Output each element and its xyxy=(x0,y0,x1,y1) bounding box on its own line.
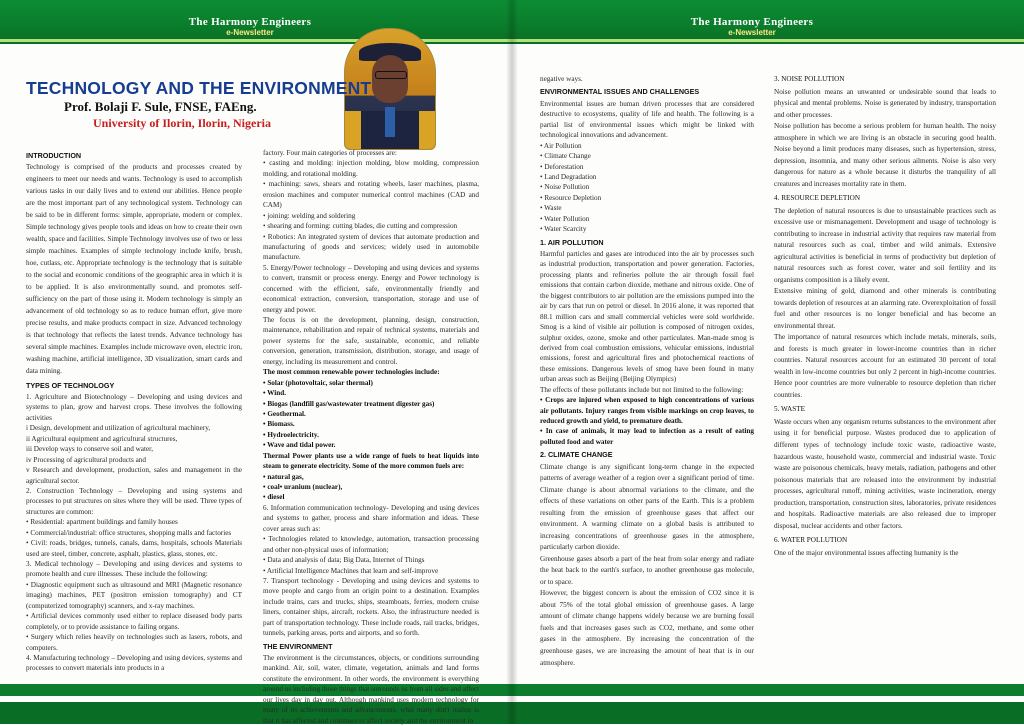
header-band xyxy=(0,0,512,44)
list-item: • Wind. xyxy=(263,389,287,398)
list-item: • casting and molding: injection molding, blow molding, compression molding, and rotational molding. xyxy=(263,159,479,178)
header-band-right xyxy=(512,0,1024,44)
heading-environment: THE ENVIRONMENT xyxy=(263,641,333,651)
effects-text: The effects of these pollutants include but not limited to the following: xyxy=(540,385,744,394)
column-3 xyxy=(540,74,754,669)
list-item: • Water Pollution xyxy=(540,214,590,223)
list-item: • Diagnostic equipment such as ultrasound and MRI (Magnetic resonance imaging) machines, PET (positron emission tomography) and CT (computerized tomography) scanners, and x-ray machines. xyxy=(26,580,242,610)
author-name: Prof. Bolaji F. Sule, FNSE, FAEng. xyxy=(64,99,257,114)
list-item: • Robotics: An integrated system of devices that automate production and manufacturing of goods and services; widely used in automobile manufacture. xyxy=(263,232,479,262)
air-text: Harmful particles and gases are introduced into the air by processes such as industrial production, transportation and power generation. Factories, processing plants and refineries pollute the air through fossil fuel emissions that contain carbon dioxide, methane and nitrous oxide. One of the biggest contributors to air pollution are the emissions pumped into the air by cars that run on petrol or diesel. In 2016 alone, it was reported that 88.1 million cars and small commercial vehicles were sold worldwide. Smog is a kind of visible air pollution is composed of nitrogen oxides, sulphur oxides, ozone, smoke and other particulates. Man-made smog is derived from coal combustion emissions, vehicular emissions, industrial emissions, forest and agricultural fires and photochemical reactions of these emissions. Dangerous levels of smog have been found in many urban areas such as Beijing (Beijing Olympics) xyxy=(540,250,754,384)
list-item: • Noise Pollution xyxy=(540,183,590,192)
list-item: • Air Pollution xyxy=(540,141,582,150)
list-item: • Land Degradation xyxy=(540,172,597,181)
list-item: • Water Scarcity xyxy=(540,225,587,234)
list-item: iii Develop ways to conserve soil and water, xyxy=(26,445,154,454)
list-item: • Biogas (landfill gas/wastewater treatment digester gas) xyxy=(263,399,435,408)
heading-climate-change: 2. CLIMATE CHANGE xyxy=(540,450,613,460)
list-item: 1. Agriculture and Biotechnology – Developing and using devices and systems to plan, grow and harvest crops. These involves the following activities xyxy=(26,393,242,422)
resource-text-1: The depletion of natural resources is due to unsustainable practices such as excessive use or mismanagement. Development and usage of technology is contributing to increase in industrial activity that requires raw material from natural resources such as coal, timber and wild animals. Extensive agricultural activities is beneficial in terms of productivity but depletion of natural resources such as forest cover, water and soil fertility and its organisms composition is a likely event. xyxy=(774,206,996,284)
resource-text-3: The importance of natural resources which include metals, minerals, soils, and forests is much greater in lower-income countries than in richer countries. Natural resources account for an estimated 30 percent of total wealth in low-income countries but only 2 percent in high-income countries. Hence poor countries are more vulnerable to resource depletion than richer countries. xyxy=(774,333,996,399)
list-item: • natural gas, xyxy=(263,472,304,481)
list-item: • Solar (photovoltaic, solar thermal) xyxy=(263,378,373,387)
list-item: iv Processing of agricultural products and xyxy=(26,455,146,464)
list-item: • joining: welding and soldering xyxy=(263,211,356,220)
list-item: • Artificial Intelligence Machines that learn and self-improve xyxy=(263,566,439,575)
list-item: • Wave and tidal power. xyxy=(263,441,336,450)
brand-subtitle-right: e-Newsletter xyxy=(728,28,776,37)
heading-types: TYPES OF TECHNOLOGY xyxy=(26,380,115,390)
climate-text-2: Greenhouse gases absorb a part of the heat from solar energy and radiate the heat back to the earth's surface, to another greenhouse gas molecule, or to space. xyxy=(540,554,754,586)
climate-text-1: Climate change is any significant long-term change in the expected patterns of average weather of a region over a significant period of time. Climate change is about abnormal variations to the climate, and the effects of these variations on other parts of the Earth. This is a problem resulting from the emission of greenhouse gases that affect our environment. A warming climate on a global basis is attributed to increasing concentrations of greenhouse gases in the atmosphere, particularly carbon dioxide. xyxy=(540,462,754,552)
heading-issues: ENVIRONMENTAL ISSUES AND CHALLENGES xyxy=(540,87,700,97)
brand-title-right: The Harmony Engineers xyxy=(690,16,814,28)
article-title: TECHNOLOGY AND THE ENVIRONMENT xyxy=(26,78,372,98)
list-item: • Hydroelectricity. xyxy=(263,430,319,439)
heading-introduction: INTRODUCTION xyxy=(26,151,82,160)
list-item: ii Agricultural equipment and agricultural structures, xyxy=(26,434,178,443)
list-item: 3. Medical technology – Developing and using devices and systems to promote health and cure illnesses. These include the following: xyxy=(26,560,242,579)
list-item: • machining: saws, shears and rotating wheels, laser machines, plasma, erosion machines and computer numerical control machines (CAD and CAM) xyxy=(263,180,479,210)
intro-text: Technology is comprised of the products and processes created by engineers to meet our needs and wants. Technology is used to accomplish various tasks in our daily lives and to extend our abilities. Hence people are the most important part of any technological system. Technology can be said to be in different forms: simple, appropriate, modern or complex. Simple technology gives people tools and ideas on how to create their own wealth, space and facilities. Simple Technology involves use of two or less simple machines. Examples of simple technology include knife, brush, hoe, cutlass, etc. Appropriate technology is the technology that is suitable to the social and economic conditions of the geographic area in which it is to be applied. It is also environmentally sound, and promotes self-sufficiency on the part of those using it. Modern technology is simply an advancement of old technology so as to reduce human effort, give more precise results, and make products compact in size. Advanced technology is that technology that reflects the latest trends. Advance technology has several simple machines. Examples include microwave oven, electric iron, washing machine, artificial intelligence, 3D visualization, smart cards and data mining. xyxy=(26,163,242,375)
brand-title: The Harmony Engineers xyxy=(188,16,312,28)
list-item: • Waste xyxy=(540,204,562,213)
heading-waste: 5. WASTE xyxy=(774,405,806,414)
resource-text-2: Extensive mining of gold, diamond and other minerals is contributing towards depletion of resources at an alarming rate. Overexploitation of fossil fuel and other resources is no longer beneficial and has become an environmental threat. xyxy=(774,287,996,330)
brand-subtitle: e-Newsletter xyxy=(226,28,274,37)
list-item: • Artificial devices commonly used either to replace diseased body parts completely, or to provide assistance to failing organs. xyxy=(26,612,242,631)
list-item: The focus is on the development, planning, design, construction, maintenance, rehabilitation and repair of technical systems, materials and power systems for the safe, sustainable, economic, and reliable conversion, generation, transmission, distribution, storage, and usage of energy, including its measurement and control. xyxy=(263,316,479,366)
list-item: • Deforestation xyxy=(540,162,584,171)
heading-air-pollution: 1. AIR POLLUTION xyxy=(540,237,604,247)
list-item: • coal• uranium (nuclear), xyxy=(263,483,343,491)
list-item: 7. Transport technology - Developing and using devices and systems to move people and cargo from an origin point to a destination. Examples include trains, cars and trucks, ships, steamboats, ferries, modern cruise liners, container ships, aircraft, rockets. Also, the infrastructure needed is part of transportation technology. These include roads, rail tracks, bridges, tunnels, parking areas, ports and airports, and so forth. xyxy=(263,576,479,638)
list-item: • Surgery which relies heavily on technologies such as lasers, robots, and computers. xyxy=(26,633,242,652)
climate-text-3: However, the biggest concern is about the emission of CO2 since it is about 75% of the total global emission of greenhouse gases. A large amount of climate change happens widely because we are burning fossil fuels and that increases gases such as CO2, methane, and some other gases in the atmosphere. By increasing the concentration of the greenhouse gases, we are increasing the amount of heat that is in our atmosphere. xyxy=(540,589,754,667)
list-item: • Commercial/industrial: office structures, shopping malls and factories xyxy=(26,528,232,537)
renewable-heading: The most common renewable power technologies include: xyxy=(263,368,440,377)
author-affiliation: University of Ilorin, Ilorin, Nigeria xyxy=(93,116,271,130)
waste-text: Waste occurs when any organism returns substances to the environment after using it for beneficial purpose. Wastes produced due to application of different types of technology include toxic waste, radioactive waste, hazardous waste, household waste, commercial and industrial waste. Toxic waste are poisonous chemicals, heavy metals, radiation, pathogens and other poisonous materials that are released into the environment by industrial processes, agricultural runoff, mining activities, waste incineration, energy production, transportation, construction sites, laboratories, private residences and hospitals. Radioactive materials are also released due to improper disposal, nuclear accidents and other factors. xyxy=(774,417,996,530)
list-item: i Design, development and utilization of agricultural machinery, xyxy=(26,424,211,433)
list-item: • Civil: roads, bridges, tunnels, canals, dams, hospitals, schools Materials used are steel, timber, concrete, asphalt, plastics, glass, stones, etc. xyxy=(26,539,242,558)
noise-text-1: Noise pollution means an unwanted or undesirable sound that leads to physical and mental problems. Noise is generated by industry, transportation and other processes. xyxy=(774,87,996,119)
heading-resource: 4. RESOURCE DEPLETION xyxy=(774,194,861,203)
list-item: • diesel xyxy=(263,493,285,502)
page-gutter xyxy=(506,0,518,724)
effect-crops: • Crops are injured when exposed to high concentrations of various air pollutants. Injury ranges from visible markings on crop leaves, to reduced growth and yield, to premature death. xyxy=(540,396,754,425)
list-item: • Data and analysis of data; Big Data, Internet of Things xyxy=(263,556,425,565)
list-item: • Biomass. xyxy=(263,420,295,429)
column-4 xyxy=(774,74,996,559)
list-item: • Technologies related to knowledge, automation, transaction processing and other non-physical uses of information; xyxy=(263,535,479,554)
column-1 xyxy=(26,148,242,674)
list-item: 4. Manufacturing technology – Developing and using devices, systems and processes to convert materials into products in a xyxy=(26,653,242,673)
list-item: factory. Four main categories of processes are: xyxy=(263,149,397,157)
list-item: • Residential: apartment buildings and family houses xyxy=(26,518,178,527)
footer-band-right xyxy=(512,684,1024,724)
effect-animals: • In case of animals, it may lead to infection as a result of eating polluted food and water xyxy=(540,427,754,446)
issues-text: Environmental issues are human driven processes that are considered destructive to ecosystems, quality of life and health. The following is a partial list of environmental issues which might be linked with technological innovations and advancement. xyxy=(540,99,754,140)
column-2 xyxy=(263,148,479,726)
list-item: • Resource Depletion xyxy=(540,193,602,202)
lead-text: negative ways. xyxy=(540,75,583,83)
list-item: 6. Information communication technology- Developing and using devices and systems to gather, process and share information and ideas. These cover areas such as: xyxy=(263,503,479,533)
list-item: v Research and development, production, sales and management in the agricultural sector. xyxy=(26,466,242,485)
heading-noise: 3. NOISE POLLUTION xyxy=(774,75,845,83)
noise-text-2: Noise pollution has become a serious problem for human health. The noisy atmosphere in which we are living is an obstacle in securing good health. Noise beyond a limit produces many diseases, such as hypertension, stress, depression, insomnia, and many other serious ailments. Noise is also very dangerous for nature as a whole because it disturbs the tranquility of all creatures and increases mortality rate in them. xyxy=(774,122,996,188)
heading-water: 6. WATER POLLUTION xyxy=(774,536,848,545)
list-item: • Geothermal. xyxy=(263,409,306,418)
list-item: 5. Energy/Power technology – Developing and using devices and systems to convert, transmit or process energy. Energy and Power technology is concerned with the efficient, safe, environmentally friendly and economical extraction, conversion, transportation, storage and use of energy and power. xyxy=(263,263,479,314)
water-text: One of the major environmental issues affecting humanity is the xyxy=(774,548,959,557)
thermal-text: Thermal Power plants use a wide range of fuels to heat liquids into steam to generate electricity. Some of the more common fuels are: xyxy=(263,451,479,471)
list-item: 2. Construction Technology – Developing and using systems and processes to put structures on sites where they will be used. Three types of structures are common: xyxy=(26,486,242,516)
list-item: • shearing and forming: cutting blades, die cutting and compression xyxy=(263,222,458,231)
list-item: • Climate Change xyxy=(540,152,591,161)
environment-text: The environment is the circumstances, objects, or conditions surrounding mankind. Air, soil, water, climate, vegetation, animals and land forms constitute the environment. In other words, the environment is everything around us including those things that surrounds us from all sides and affect our lives day in day out. Although mankind uses modern technology for many of its achievements and advancements, what many don't realize is that it has affected and continues to affect society and the environment in xyxy=(263,654,479,725)
